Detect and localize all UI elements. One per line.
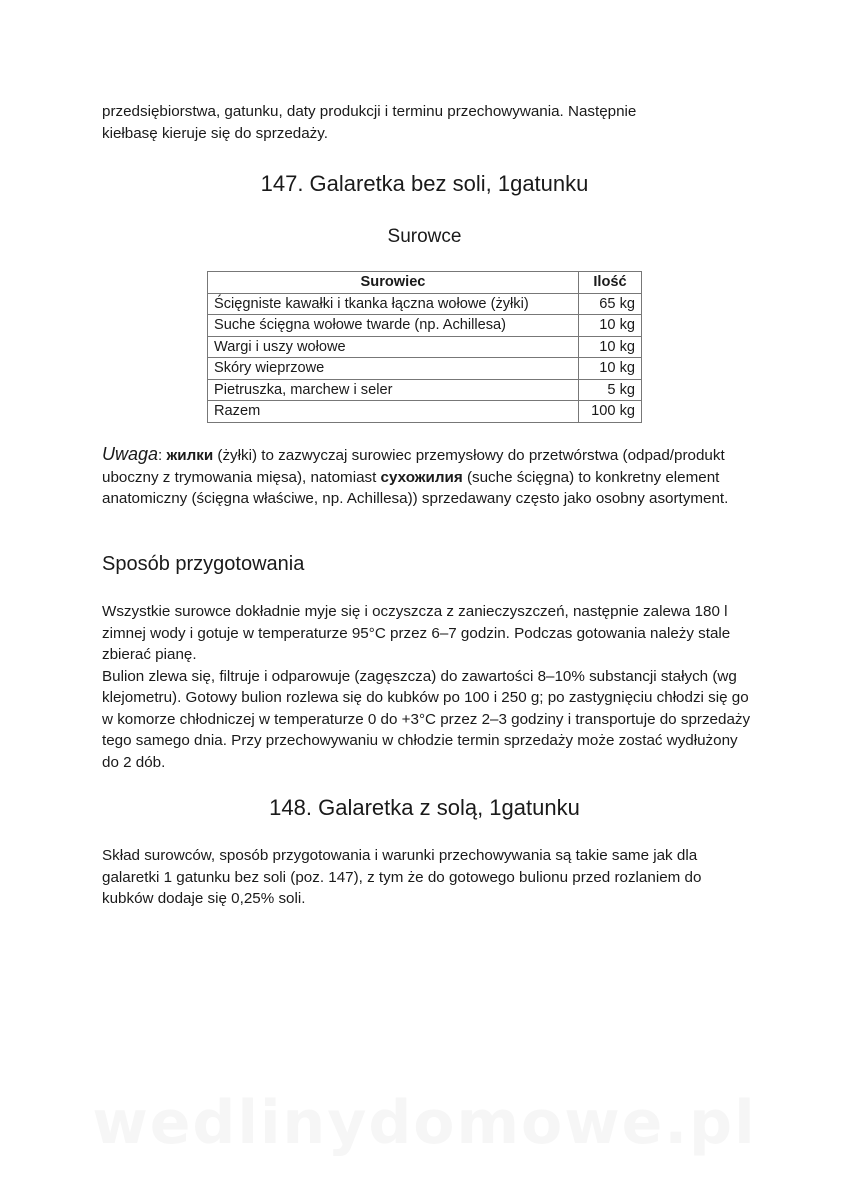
intro-line-2: kiełbasę kieruje się do sprzedaży. [102, 124, 328, 142]
material-name: Pietruszka, marchew i seler [208, 379, 579, 401]
material-qty: 65 kg [579, 293, 642, 315]
section-147-title: 147. Galaretka bez soli, 1gatunku [260, 171, 589, 196]
section-148-paragraph [102, 845, 752, 910]
note-text-2: (suche ścięgna) to konkretny element anatomiczny (ścięgna właściwe, np. Achillesa)) sprzedawany często jako osobny asortyment. [102, 468, 729, 507]
material-name: Wargi i uszy wołowe [208, 336, 579, 358]
note-text-1: (żyłki) to zazwyczaj surowiec przemysłowy do przetwórstwa (odpad/produkt uboczny z trymowania mięsa), natomiast [102, 447, 725, 486]
table-row [208, 379, 642, 401]
raw-materials-heading: Surowce [387, 226, 462, 247]
table-row [208, 358, 642, 380]
column-header-name: Surowiec [208, 272, 579, 294]
watermark-text: wedlinydomowe.pl [92, 1088, 757, 1158]
table-total-row [208, 401, 642, 423]
note-term-sukhozhiliya: сухожилия [380, 468, 463, 486]
raw-materials-table [207, 271, 642, 423]
table-row [208, 336, 642, 358]
material-qty: 5 kg [579, 379, 642, 401]
note-label: Uwaga [102, 444, 159, 464]
section-148-text: Skład surowców, sposób przygotowania i warunki przechowywania są takie same jak dla galaretki 1 gatunku bez soli (poz. 147), z tym że do gotowego bulionu przed rozlaniem do kubków dodaje się 0,25% soli. [102, 847, 702, 907]
material-name: Ścięgniste kawałki i tkanka łączna wołowe (żyłki) [208, 293, 579, 315]
table-header-row [208, 272, 642, 294]
note-term-zhilki: жилки [166, 447, 214, 464]
table-row [208, 315, 642, 337]
material-qty: 10 kg [579, 358, 642, 380]
intro-line-1: przedsiębiorstwa, gatunku, daty produkcji i terminu przechowywania. Następnie [102, 103, 637, 120]
material-qty: 10 kg [579, 315, 642, 337]
total-label: Razem [208, 401, 579, 423]
material-name: Suche ścięgna wołowe twarde (np. Achillesa) [208, 315, 579, 337]
table-row [208, 293, 642, 315]
method-paragraph [102, 601, 752, 773]
section-148-title: 148. Galaretka z solą, 1gatunku [269, 795, 580, 820]
method-text-1: Wszystkie surowce dokładnie myje się i oczyszcza z zanieczyszczeń, następnie zalewa 180 l zimnej wody i gotuje w temperaturze 95°C przez 6–7 godzin. Podczas gotowania należy stale zbierać pianę. [102, 603, 731, 663]
column-header-qty: Ilość [579, 272, 642, 294]
method-heading: Sposób przygotowania [102, 553, 305, 575]
total-qty: 100 kg [579, 401, 642, 423]
note-colon: : [158, 447, 167, 464]
note-paragraph [102, 444, 752, 510]
material-name: Skóry wieprzowe [208, 358, 579, 380]
method-text-2: Bulion zlewa się, filtruje i odparowuje (zagęszcza) do zawartości 8–10% substancji stałych (wg klejometru). Gotowy bulion rozlewa się do kubków po 100 i 250 g; po zastygnięciu chłodzi się go w komorze chłodniczej w temperaturze 0 do +3°C przez 2–3 godziny i transportuje do sprzedaży tego samego dnia. Przy przechowywaniu w chłodzie termin sprzedaży może zostać wydłużony do 2 dób. [102, 667, 751, 771]
intro-paragraph [102, 101, 752, 144]
material-qty: 10 kg [579, 336, 642, 358]
